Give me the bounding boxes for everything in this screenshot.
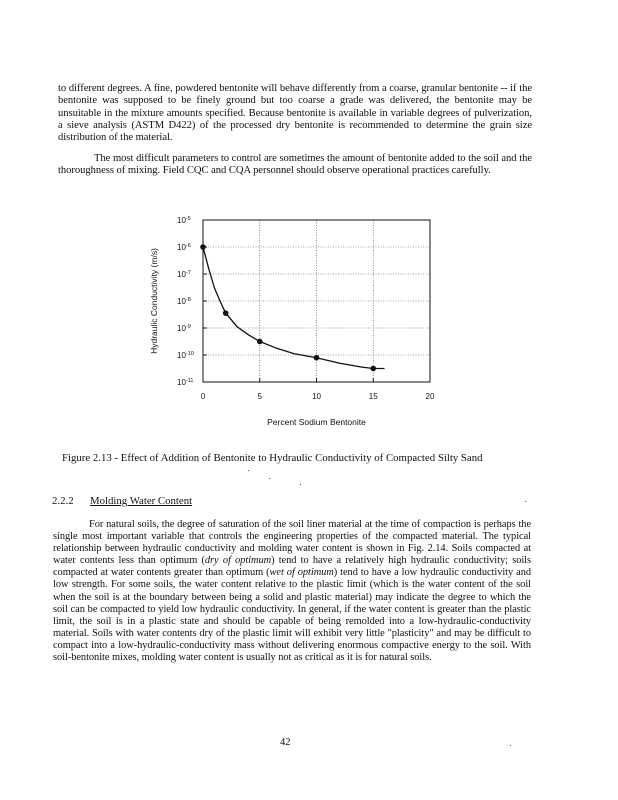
x-tick-label: 15 bbox=[368, 392, 378, 401]
y-tick-label: $10^{-5}$ bbox=[177, 216, 191, 225]
scan-speck bbox=[510, 745, 511, 746]
x-axis-label: Percent Sodium Bentonite bbox=[267, 417, 366, 427]
x-tick-label: 0 bbox=[200, 392, 206, 401]
scan-speck bbox=[300, 484, 301, 485]
data-point bbox=[314, 355, 320, 361]
y-tick-label: $10^{-8}$ bbox=[177, 297, 191, 306]
y-tick-label: $10^{-9}$ bbox=[177, 324, 191, 333]
paragraph-bentonite-grain-size: to different degrees. A fine, powdered bentonite will behave differently from a coarse, granular bentonite -- if the bentonite was supposed to be finely ground but too coarse a grade was delivered, the bentonite may be unsuitable in the mixture amounts specified. Because bentonite is available in variable degrees of pulverization, a sieve analysis (ASTM D422) of the processed dry bentonite is recommended to determine the grain size distribution of the material. bbox=[58, 83, 532, 144]
scan-speck bbox=[248, 470, 249, 471]
y-tick-label: $10^{-7}$ bbox=[177, 270, 191, 279]
dry-of-optimum-emphasis: dry of optimum bbox=[204, 555, 272, 567]
paragraph-bentonite-mixing-text: The most difficult parameters to control are sometimes the amount of bentonite added to the soil and the thoroughness of mixing. Field CQC and CQA personnel should observe operational practices carefully. bbox=[58, 153, 532, 177]
figure-caption: Figure 2.13 - Effect of Addition of Bentonite to Hydraulic Conductivity of Compacted Silty Sand bbox=[62, 452, 483, 464]
scan-speck bbox=[525, 501, 526, 502]
y-tick-label: $10^{-6}$ bbox=[177, 243, 191, 252]
y-tick-label: $10^{-10}$ bbox=[177, 351, 194, 360]
data-point bbox=[257, 339, 263, 345]
y-tick-label: $10^{-11}$ bbox=[177, 378, 194, 387]
x-tick-label: 10 bbox=[312, 392, 321, 401]
conductivity-curve bbox=[203, 247, 385, 369]
paragraph-3-segment-2: ) tend to have a relatively high hydraulic conductivity; soils compacted at water contents greater than optimum ( bbox=[53, 555, 532, 579]
x-tick-label: 20 bbox=[425, 392, 435, 401]
data-point bbox=[223, 310, 229, 316]
page-number: 42 bbox=[280, 737, 291, 748]
hydraulic-conductivity-chart bbox=[130, 205, 450, 440]
y-axis-label: Hydraulic Conductivity (m/s) bbox=[149, 248, 159, 354]
data-point bbox=[200, 244, 206, 250]
paragraph-3-segment-1: For natural soils, the degree of saturation of the soil liner material at the time of compaction is perhaps the single most important variable that controls the engineering properties of the compacted material. The typical relationship between hydraulic conductivity and molding water content is shown in Fig. 2.14. Soils compacted at water contents less than optimum ( bbox=[53, 519, 531, 567]
paragraph-3-segment-3: ) tend to have a low hydraulic conductivity and low strength. For some soils, the water content relative to the plastic limit (which is the water content of the soil when the soil is at the boundary between being a solid and plastic material) may indicate the degree to which the soil can be compacted to yield low hydraulic conductivity. In general, if the water content is greater than the plastic limit, the soil is in a plastic state and should be capable of being remolded into a low-hydraulic-conductivity material. Soils with water contents dry of the plastic limit will exhibit very little "plasticity" and may be difficult to compact into a low-hydraulic-conductivity mass without delivering enormous compactive energy to the soil. With soil-bentonite mixes, molding water content is usually not as critical as it is for natural soils. bbox=[53, 567, 531, 664]
paragraph-bentonite-mixing bbox=[58, 153, 532, 178]
scan-speck bbox=[269, 478, 270, 479]
x-tick-label: 5 bbox=[257, 392, 262, 401]
data-point bbox=[370, 366, 376, 372]
paragraph-molding-water-content bbox=[53, 519, 531, 664]
section-heading bbox=[52, 495, 192, 507]
wet-of-optimum-emphasis: wet of optimum bbox=[269, 567, 334, 579]
figure-2-13-chart bbox=[130, 205, 450, 440]
section-number: 2.2.2 bbox=[52, 495, 74, 507]
section-title: Molding Water Content bbox=[90, 495, 193, 507]
